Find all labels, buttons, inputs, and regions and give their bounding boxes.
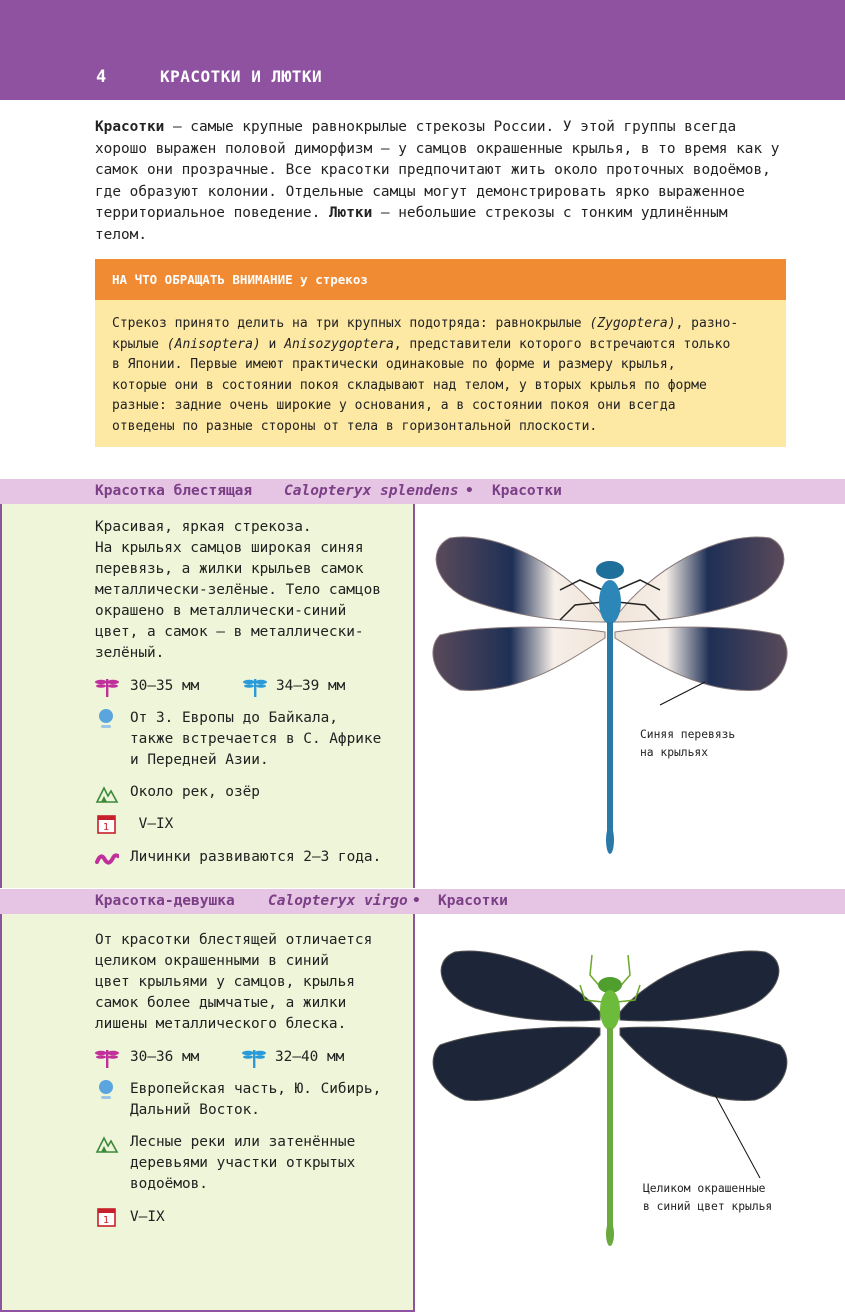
season-text: V–IX (130, 1209, 165, 1225)
globe-icon (95, 708, 119, 730)
note-body (95, 300, 786, 447)
species-latin: Calopteryx virgo (268, 893, 408, 909)
note-line: которые они в состоянии покоя складывают над телом, у вторых крылья по форме (112, 377, 707, 393)
species-group: Красотки (438, 893, 508, 909)
page-number: 4 (96, 67, 107, 87)
note-line: крылые (Anisoptera) и Anisozygoptera, представители которого встречаются только (112, 336, 731, 352)
term-krasotki: Красотки (95, 119, 165, 135)
callout-label: Целиком окрашенные в синий цвет крылья (643, 1182, 773, 1213)
habitat-text: Около рек, озёр (130, 784, 260, 800)
male-size: 30–35 мм (130, 678, 200, 694)
larva-icon (95, 846, 119, 868)
species-band (0, 479, 845, 504)
svg-text:1: 1 (103, 1215, 110, 1226)
svg-text:1: 1 (103, 822, 110, 833)
species-description: От красотки блестящей отличается целиком окрашенными в синий цвет крыльями у самцов, крылья самок более дымчатые, а жилки лишены металлического блеска. (95, 932, 373, 1032)
male-size: 30–36 мм (130, 1049, 200, 1065)
callout-label: Синяя перевязь на крыльях (640, 728, 736, 759)
term-lyutki: Лютки (328, 205, 373, 221)
calopteryx-virgo-illustration (420, 940, 840, 1260)
bullet: • (465, 483, 474, 499)
female-dragonfly-icon (242, 1047, 266, 1069)
female-dragonfly-icon (243, 676, 267, 698)
species-latin: Calopteryx splendens (284, 483, 459, 499)
species-name: Красотка-девушка (95, 893, 235, 909)
habitat-icon (95, 1132, 119, 1154)
note-line: в Японии. Первые имеют практически одинаковые по форме и размеру крылья, (112, 357, 676, 373)
range-text: Европейская часть, Ю. Сибирь, Дальний Восток. (130, 1081, 382, 1118)
page-header (0, 0, 845, 100)
female-size: 34–39 мм (276, 678, 346, 694)
female-size: 32–40 мм (275, 1049, 345, 1065)
calopteryx-splendens-illustration (420, 510, 840, 880)
note-line: отведены по разные стороны от тела в горизонтальной плоскости. (112, 418, 598, 434)
calendar-icon (95, 813, 119, 835)
species-band (0, 889, 845, 914)
species-group: Красотки (492, 483, 562, 499)
habitat-icon (95, 782, 119, 804)
note-line: Стрекоз принято делить на три крупных подотряда: равнокрылые (Zygoptera), разно- (112, 316, 739, 331)
globe-icon (95, 1079, 119, 1101)
habitat-text: Лесные реки или затенённые деревьями участки открытых водоёмов. (130, 1134, 356, 1192)
male-dragonfly-icon (95, 676, 119, 698)
range-text: От З. Европы до Байкала, также встречается в С. Африке и Передней Азии. (130, 710, 382, 768)
season-text: V–IX (130, 816, 174, 832)
male-dragonfly-icon (95, 1047, 119, 1069)
note-heading: НА ЧТО ОБРАЩАТЬ ВНИМАНИЕ у стрекоз (95, 259, 786, 300)
larva-text: Личинки развиваются 2–3 года. (130, 849, 382, 865)
section-title: КРАСОТКИ И ЛЮТКИ (160, 67, 323, 86)
note-line: разные: задние очень широкие у основания, а в состоянии покоя они всегда (112, 398, 676, 414)
species-description: Красивая, яркая стрекоза. На крыльях самцов широкая синяя перевязь, а жилки крыльев самок металлически-зелёные. Тело самцов окрашено в металлически-синий цвет, а самок — в металлически- зелёный. (95, 519, 381, 661)
calendar-icon (95, 1206, 119, 1228)
bullet: • (412, 893, 421, 909)
intro-paragraph: Красотки — самые крупные равнокрылые стрекозы России. У этой группы всегда хорошо выражен половой диморфизм — у самцов окрашенные крылья, в то время как у самок они прозрачные. Все красотки предпочитают жить около проточных водоёмов, где образуют колонии. Отдельные самцы могут демонстрировать ярко выраженное территориальное поведение. Лютки — небольшие стрекозы с тонким удлинённым телом. (95, 119, 780, 243)
species-name: Красотка блестящая (95, 483, 253, 499)
